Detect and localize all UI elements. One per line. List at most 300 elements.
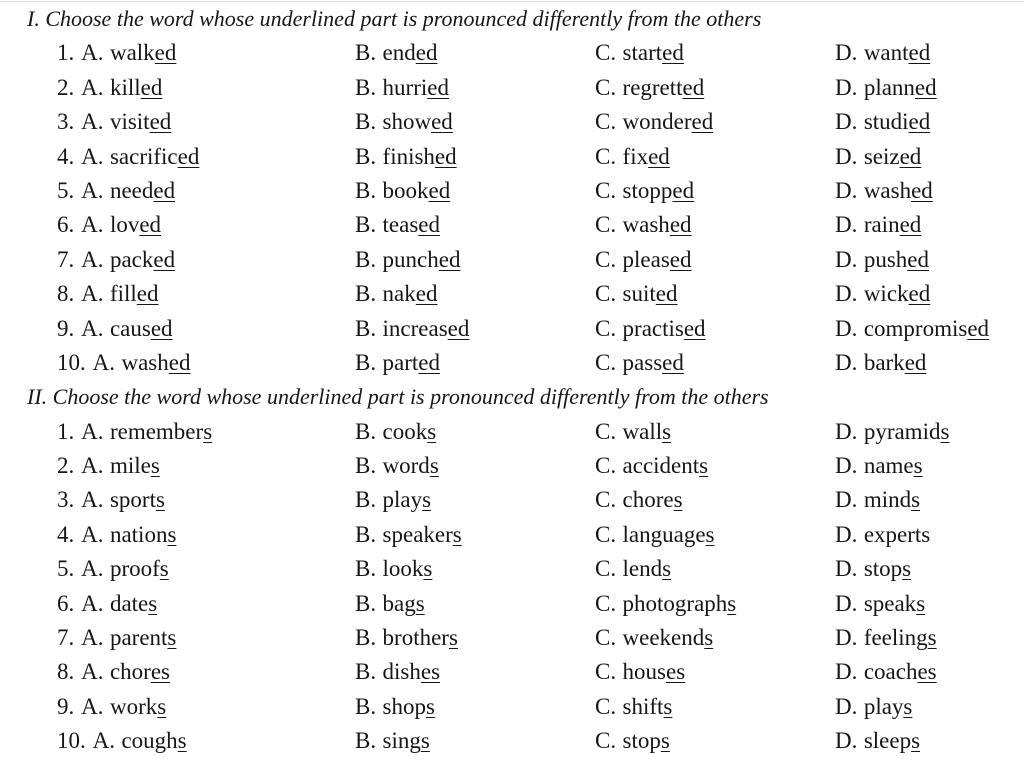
option-b	[355, 690, 435, 724]
word-stem: punch	[382, 246, 439, 272]
option-letter: D.	[835, 143, 858, 169]
word-stem: sport	[109, 487, 156, 513]
word-stem: work	[109, 693, 158, 719]
underlined-part: ed	[140, 74, 163, 100]
option-letter: B.	[355, 487, 377, 513]
word-stem: hous	[622, 659, 666, 685]
word-stem: bark	[863, 349, 905, 375]
option-letter: A.	[81, 418, 104, 444]
word-stem: look	[382, 556, 424, 582]
option-b	[355, 243, 460, 277]
underlined-part: ed	[914, 74, 937, 100]
option-a	[57, 36, 176, 70]
question-row	[0, 105, 1024, 139]
question-number: 10.	[57, 728, 86, 754]
option-c	[595, 36, 684, 70]
word-stem: wash	[863, 177, 912, 203]
option-letter: C.	[595, 625, 617, 651]
underlined-part: es	[420, 659, 441, 685]
option-c	[595, 655, 685, 689]
word-stem: lov	[109, 212, 140, 238]
underlined-part: ed	[967, 315, 990, 341]
underlined-part: s	[940, 418, 950, 444]
question-number: 9.	[57, 693, 75, 719]
question-number: 10.	[57, 349, 86, 375]
option-letter: D.	[835, 625, 858, 651]
underlined-part: s	[903, 693, 913, 719]
option-a	[57, 483, 165, 517]
question-number: 1.	[57, 40, 75, 66]
word-stem: wall	[622, 418, 663, 444]
word-stem: shop	[382, 693, 426, 719]
word-stem: part	[382, 349, 419, 375]
option-letter: C.	[595, 315, 617, 341]
section-title: II. Choose the word whose underlined part is pronounced differently from the others	[27, 384, 769, 410]
question-number: 3.	[57, 487, 75, 513]
question-row	[0, 243, 1024, 277]
underlined-part: ed	[136, 281, 159, 307]
word-stem: fill	[109, 281, 137, 307]
underlined-part: es	[917, 659, 937, 685]
option-a	[57, 105, 171, 139]
word-stem: push	[863, 246, 908, 272]
word-stem: stop	[622, 728, 661, 754]
question-row	[0, 621, 1024, 655]
option-letter: A.	[81, 212, 104, 238]
option-letter: A.	[81, 590, 104, 616]
option-letter: A.	[81, 521, 104, 547]
question-row	[0, 724, 1024, 758]
option-d	[835, 71, 937, 105]
option-c	[595, 208, 692, 242]
option-letter: C.	[595, 693, 617, 719]
underlined-part: s	[155, 487, 165, 513]
underlined-part: ed	[154, 40, 177, 66]
word-stem: cough	[121, 728, 178, 754]
option-a	[57, 621, 176, 655]
option-b	[355, 483, 431, 517]
option-letter: A.	[81, 315, 104, 341]
option-letter: A.	[81, 109, 104, 135]
option-letter: D.	[835, 109, 858, 135]
option-d	[835, 724, 920, 758]
word-stem: studi	[863, 109, 909, 135]
option-letter: B.	[355, 521, 377, 547]
option-d	[835, 277, 930, 311]
question-number: 7.	[57, 625, 75, 651]
option-letter: B.	[355, 556, 377, 582]
underlined-part: s	[420, 728, 430, 754]
word-stem: play	[863, 693, 904, 719]
option-a	[57, 552, 169, 586]
word-stem: chore	[622, 487, 674, 513]
option-letter: B.	[355, 659, 377, 685]
option-b	[355, 655, 440, 689]
option-a	[57, 690, 166, 724]
option-b	[355, 174, 450, 208]
option-c	[595, 518, 715, 552]
option-d	[835, 690, 912, 724]
underlined-part: s	[167, 625, 177, 651]
underlined-part: s	[157, 693, 167, 719]
option-letter: B.	[355, 40, 377, 66]
word-stem: walk	[109, 40, 155, 66]
option-letter: C.	[595, 453, 617, 479]
underlined-part: s	[452, 521, 462, 547]
word-stem: wash	[622, 212, 670, 238]
underlined-part: ed	[434, 143, 457, 169]
question-row	[0, 587, 1024, 621]
underlined-part: s	[427, 418, 437, 444]
word-stem: nation	[109, 521, 168, 547]
word-stem: word	[382, 453, 430, 479]
option-b	[355, 587, 425, 621]
question-number: 1.	[57, 418, 75, 444]
word-stem: show	[382, 109, 432, 135]
option-c	[595, 277, 677, 311]
underlined-part: ed	[427, 74, 449, 100]
question-number: 4.	[57, 521, 75, 547]
underlined-part: ed	[908, 281, 931, 307]
option-b	[355, 518, 462, 552]
word-stem: pack	[109, 246, 154, 272]
underlined-part: s	[916, 590, 926, 616]
option-letter: B.	[355, 246, 377, 272]
underlined-part: ed	[907, 246, 929, 272]
underlined-part: s	[660, 728, 670, 754]
option-letter: A.	[81, 625, 104, 651]
option-letter: C.	[595, 40, 617, 66]
option-c	[595, 71, 704, 105]
option-a	[57, 208, 161, 242]
underlined-part: es	[150, 659, 170, 685]
option-letter: D.	[835, 556, 858, 582]
option-d	[835, 243, 929, 277]
underlined-part: s	[415, 590, 425, 616]
word-stem: chor	[109, 659, 151, 685]
option-c	[595, 415, 671, 449]
option-letter: D.	[835, 693, 858, 719]
option-letter: B.	[355, 453, 377, 479]
word-stem: sleep	[863, 728, 912, 754]
word-stem: start	[622, 40, 663, 66]
option-c	[595, 690, 672, 724]
underlined-part: s	[699, 453, 709, 479]
option-d	[835, 140, 921, 174]
word-stem: hurri	[382, 74, 428, 100]
question-row	[0, 208, 1024, 242]
option-letter: B.	[355, 315, 377, 341]
option-c	[595, 483, 683, 517]
underlined-part: s	[673, 487, 683, 513]
underlined-part: s	[704, 625, 714, 651]
option-letter: A.	[81, 453, 104, 479]
underlined-part: ed	[149, 109, 172, 135]
word-stem: pleas	[622, 246, 670, 272]
word-stem: parent	[109, 625, 168, 651]
word-stem: language	[622, 521, 706, 547]
word-stem: speaker	[382, 521, 453, 547]
word-stem: weekend	[622, 625, 705, 651]
option-c	[595, 140, 670, 174]
worksheet	[0, 1, 1024, 759]
option-letter: D.	[835, 349, 858, 375]
option-b	[355, 552, 432, 586]
word-stem: visit	[109, 109, 150, 135]
underlined-part: s	[911, 728, 921, 754]
underlined-part: ed	[168, 349, 191, 375]
underlined-part: es	[665, 659, 686, 685]
underlined-part: s	[705, 521, 715, 547]
underlined-part: s	[203, 418, 213, 444]
question-row	[0, 655, 1024, 689]
word-stem: experts	[863, 521, 931, 547]
underlined-part: ed	[139, 212, 162, 238]
option-letter: D.	[835, 521, 858, 547]
question-number: 3.	[57, 109, 75, 135]
option-letter: C.	[595, 143, 617, 169]
word-stem: accident	[622, 453, 700, 479]
option-c	[595, 724, 670, 758]
option-c	[595, 346, 684, 380]
option-c	[595, 312, 706, 346]
word-stem: teas	[382, 212, 419, 238]
option-letter: D.	[835, 315, 858, 341]
underlined-part: s	[429, 453, 439, 479]
question-row	[0, 552, 1024, 586]
question-row	[0, 36, 1024, 70]
option-a	[57, 174, 175, 208]
word-stem: sacrific	[109, 143, 178, 169]
word-stem: plann	[863, 74, 915, 100]
option-d	[835, 655, 937, 689]
word-stem: seiz	[863, 143, 900, 169]
option-letter: A.	[81, 556, 104, 582]
underlined-part: ed	[683, 315, 706, 341]
word-stem: finish	[382, 143, 435, 169]
option-letter: D.	[835, 212, 858, 238]
underlined-part: s	[662, 556, 672, 582]
question-number: 8.	[57, 281, 75, 307]
option-letter: B.	[355, 590, 377, 616]
option-d	[835, 105, 930, 139]
word-stem: coach	[863, 659, 918, 685]
underlined-part: ed	[899, 212, 922, 238]
word-stem: nak	[382, 281, 416, 307]
underlined-part: ed	[418, 212, 441, 238]
option-letter: A.	[81, 40, 104, 66]
option-d	[835, 174, 933, 208]
option-letter: B.	[355, 418, 377, 444]
underlined-part: s	[913, 453, 923, 479]
option-c	[595, 587, 736, 621]
word-stem: proof	[109, 556, 160, 582]
underlined-part: ed	[418, 349, 441, 375]
option-a	[57, 415, 212, 449]
question-row	[0, 690, 1024, 724]
option-a	[57, 71, 162, 105]
word-stem: practis	[622, 315, 684, 341]
underlined-part: ed	[177, 143, 200, 169]
word-stem: lend	[622, 556, 663, 582]
option-letter: C.	[595, 556, 617, 582]
option-letter: D.	[835, 487, 858, 513]
option-letter: A.	[81, 659, 104, 685]
option-c	[595, 552, 671, 586]
word-stem: photograph	[622, 590, 728, 616]
word-stem: name	[863, 453, 914, 479]
question-row	[0, 71, 1024, 105]
word-stem: need	[109, 177, 154, 203]
underlined-part: ed	[431, 109, 453, 135]
word-stem: shift	[622, 693, 664, 719]
question-number: 8.	[57, 659, 75, 685]
option-letter: C.	[595, 246, 617, 272]
underlined-part: ed	[669, 246, 692, 272]
word-stem: rain	[863, 212, 900, 238]
question-number: 5.	[57, 177, 75, 203]
option-letter: A.	[81, 246, 104, 272]
word-stem: book	[382, 177, 429, 203]
underlined-part: ed	[428, 177, 451, 203]
option-letter: A.	[81, 143, 104, 169]
option-letter: C.	[595, 177, 617, 203]
question-row	[0, 449, 1024, 483]
word-stem: suit	[622, 281, 656, 307]
option-b	[355, 140, 457, 174]
underlined-part: ed	[655, 281, 678, 307]
option-b	[355, 449, 439, 483]
option-letter: C.	[595, 212, 617, 238]
word-stem: increas	[382, 315, 448, 341]
option-a	[57, 449, 160, 483]
word-stem: speak	[863, 590, 917, 616]
option-b	[355, 71, 449, 105]
option-b	[355, 36, 437, 70]
underlined-part: ed	[438, 246, 461, 272]
underlined-part: ed	[150, 315, 173, 341]
option-d	[835, 518, 930, 552]
option-letter: C.	[595, 418, 617, 444]
option-letter: D.	[835, 590, 858, 616]
option-letter: D.	[835, 246, 858, 272]
underlined-part: ed	[662, 349, 684, 375]
option-letter: D.	[835, 728, 858, 754]
option-a	[57, 655, 170, 689]
option-letter: C.	[595, 487, 617, 513]
option-letter: A.	[81, 281, 104, 307]
underlined-part: s	[902, 556, 912, 582]
word-stem: stop	[863, 556, 903, 582]
option-letter: A.	[81, 177, 104, 203]
option-letter: C.	[595, 281, 617, 307]
option-c	[595, 174, 694, 208]
underlined-part: ed	[904, 349, 927, 375]
underlined-part: s	[727, 590, 737, 616]
option-letter: A.	[81, 693, 104, 719]
word-stem: stopp	[622, 177, 673, 203]
option-letter: B.	[355, 74, 377, 100]
option-c	[595, 621, 713, 655]
underlined-part: s	[148, 590, 158, 616]
option-letter: B.	[355, 143, 377, 169]
option-letter: B.	[355, 728, 377, 754]
option-letter: C.	[595, 659, 617, 685]
word-stem: caus	[109, 315, 151, 341]
underlined-part: s	[425, 693, 435, 719]
word-stem: compromis	[863, 315, 968, 341]
word-stem: play	[382, 487, 423, 513]
word-stem: mile	[109, 453, 151, 479]
option-c	[595, 105, 713, 139]
option-letter: B.	[355, 349, 377, 375]
word-stem: end	[382, 40, 416, 66]
underlined-part: ed	[911, 177, 933, 203]
underlined-part: ed	[153, 177, 176, 203]
underlined-part: s	[927, 625, 937, 651]
option-a	[57, 312, 173, 346]
underlined-part: ed	[908, 40, 931, 66]
option-letter: A.	[92, 349, 116, 375]
word-stem: date	[109, 590, 149, 616]
option-letter: D.	[835, 659, 858, 685]
option-b	[355, 724, 430, 758]
underlined-part: s	[167, 521, 177, 547]
underlined-part: s	[422, 487, 432, 513]
option-letter: C.	[595, 74, 617, 100]
question-row	[0, 346, 1024, 380]
underlined-part: ed	[415, 281, 438, 307]
option-letter: D.	[835, 453, 858, 479]
option-d	[835, 449, 923, 483]
underlined-part: s	[911, 487, 921, 513]
word-stem: pyramid	[863, 418, 941, 444]
option-letter: D.	[835, 418, 858, 444]
question-number: 6.	[57, 590, 75, 616]
option-b	[355, 105, 453, 139]
option-d	[835, 552, 911, 586]
word-stem: remember	[109, 418, 204, 444]
word-stem: feeling	[863, 625, 928, 651]
option-letter: A.	[81, 487, 104, 513]
option-a	[57, 346, 190, 380]
option-d	[835, 621, 937, 655]
word-stem: kill	[109, 74, 141, 100]
underlined-part: ed	[648, 143, 670, 169]
question-number: 2.	[57, 74, 75, 100]
underlined-part: ed	[691, 109, 714, 135]
word-stem: bag	[382, 590, 416, 616]
word-stem: pass	[622, 349, 663, 375]
word-stem: dish	[382, 659, 421, 685]
word-stem: regrett	[622, 74, 683, 100]
option-b	[355, 346, 440, 380]
underlined-part: s	[663, 693, 673, 719]
option-letter: D.	[835, 281, 858, 307]
option-d	[835, 208, 921, 242]
option-letter: C.	[595, 521, 617, 547]
option-a	[57, 277, 159, 311]
underlined-part: ed	[908, 109, 931, 135]
option-d	[835, 312, 989, 346]
option-a	[57, 140, 199, 174]
underlined-part: ed	[153, 246, 176, 272]
word-stem: wash	[121, 349, 169, 375]
option-letter: B.	[355, 177, 377, 203]
option-d	[835, 483, 920, 517]
option-d	[835, 587, 925, 621]
underlined-part: s	[150, 453, 160, 479]
